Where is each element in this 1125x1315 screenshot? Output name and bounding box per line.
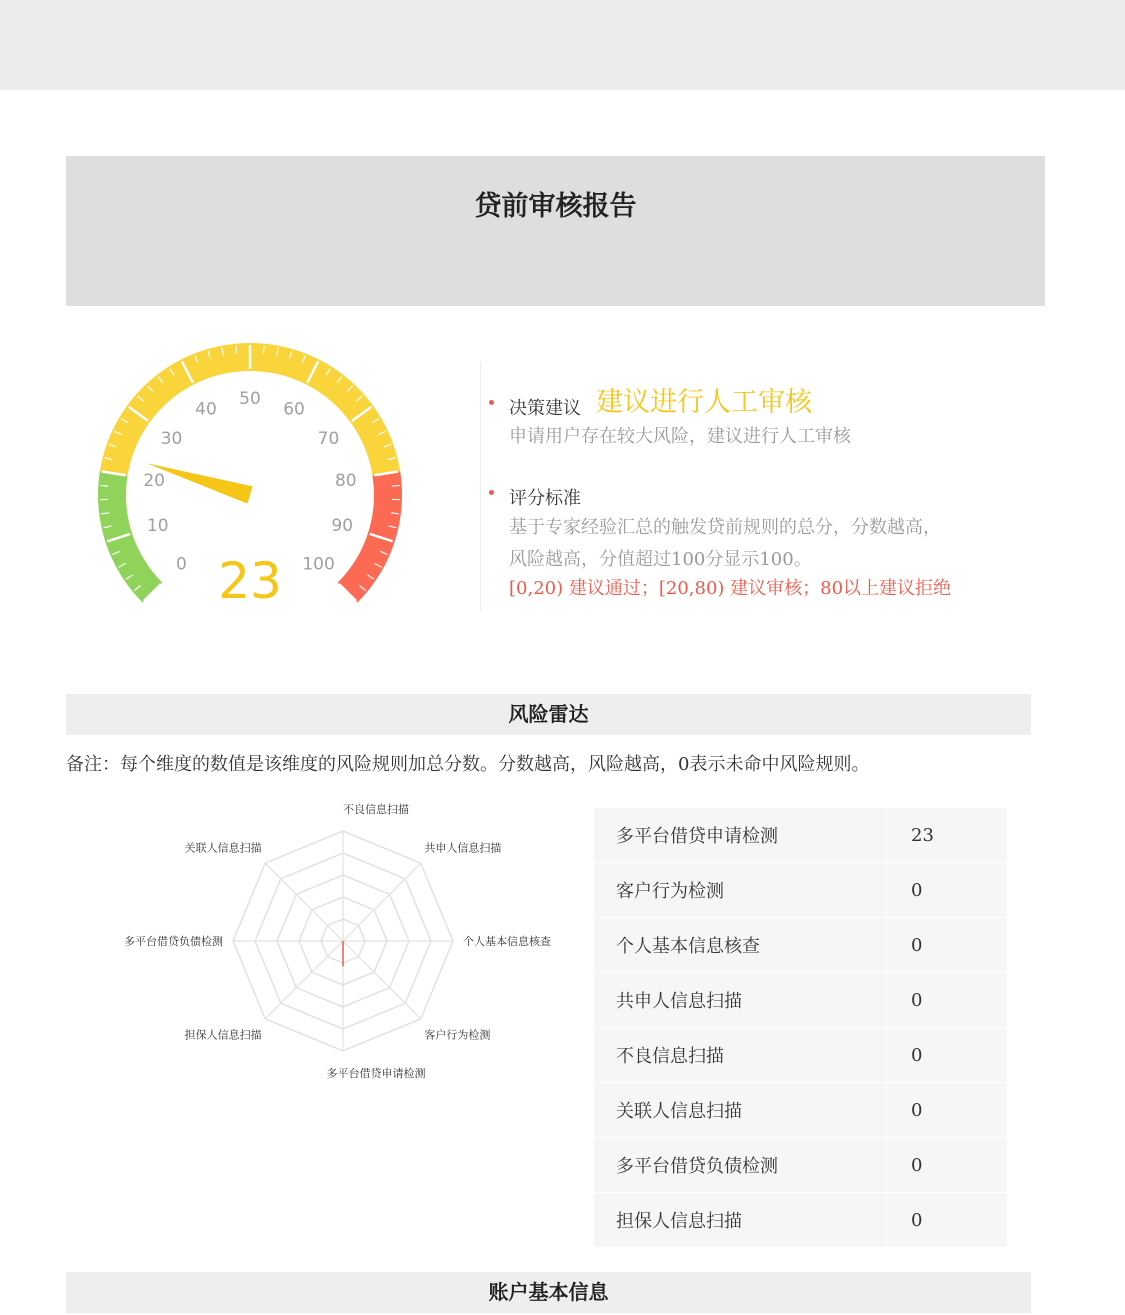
report-header bbox=[66, 156, 1045, 306]
risk-dimension-score: 0 bbox=[887, 973, 1008, 1028]
radar-axis-label: 个人基本信息核查 bbox=[463, 935, 551, 948]
risk-dimension-score: 0 bbox=[887, 1193, 1008, 1248]
risk-radar-chart bbox=[120, 803, 560, 1080]
report-sheet bbox=[0, 90, 1125, 1315]
table-row bbox=[594, 1138, 1008, 1193]
top-bar bbox=[0, 0, 1125, 90]
decision-description: 申请用户存在较大风险，建议进行人工审核 bbox=[509, 426, 851, 447]
table-row bbox=[594, 1193, 1008, 1248]
risk-dimension-score: 0 bbox=[887, 1028, 1008, 1083]
risk-dimension-name: 多平台借贷申请检测 bbox=[594, 808, 887, 863]
radar-note: 备注：每个维度的数值是该维度的风险规则加总分数。分数越高，风险越高，0表示未命中风险规则。 bbox=[66, 754, 870, 775]
gauge-tick-label: 90 bbox=[331, 515, 354, 536]
risk-dimension-score: 0 bbox=[887, 1138, 1008, 1193]
gauge-tick bbox=[236, 346, 237, 354]
scoring-line-1: 基于专家经验汇总的触发贷前规则的总分，分数越高， bbox=[509, 517, 941, 538]
table-row bbox=[594, 973, 1008, 1028]
risk-dimension-score: 0 bbox=[887, 1083, 1008, 1138]
gauge-tick-label: 80 bbox=[334, 470, 357, 491]
scoring-line-2: 风险越高，分值超过100分显示100。 bbox=[509, 549, 812, 570]
gauge-tick-label: 70 bbox=[317, 428, 340, 449]
bullet-dot bbox=[489, 490, 494, 495]
risk-dimension-name: 多平台借贷负债检测 bbox=[594, 1138, 887, 1193]
gauge-tick-label: 10 bbox=[146, 515, 169, 536]
gauge-tick-label: 100 bbox=[302, 554, 335, 575]
risk-dimension-name: 客户行为检测 bbox=[594, 863, 887, 918]
risk-dimension-name: 个人基本信息核查 bbox=[594, 918, 887, 973]
gauge-tick bbox=[100, 486, 108, 487]
radar-axis-label: 多平台借贷申请检测 bbox=[326, 1067, 426, 1080]
risk-score-table bbox=[593, 807, 1008, 1248]
risk-dimension-name: 担保人信息扫描 bbox=[594, 1193, 887, 1248]
radar-axis-label: 不良信息扫描 bbox=[343, 803, 409, 816]
gauge-band-0 bbox=[98, 471, 162, 602]
gauge-tick bbox=[263, 346, 264, 354]
gauge-tick-label: 0 bbox=[175, 554, 187, 575]
gauge-tick-label: 50 bbox=[239, 389, 261, 409]
radar-axis-label: 共申人信息扫描 bbox=[424, 841, 502, 855]
risk-dimension-score: 23 bbox=[887, 808, 1008, 863]
gauge-tick-label: 20 bbox=[143, 470, 166, 491]
decision-panel bbox=[480, 362, 1041, 612]
gauge-band-2 bbox=[338, 471, 402, 602]
report-title: 贷前审核报告 bbox=[474, 191, 637, 222]
gauge-score-value: 23 bbox=[218, 552, 282, 610]
decision-value: 建议进行人工审核 bbox=[596, 387, 812, 418]
table-row bbox=[594, 1083, 1008, 1138]
scoring-rule: [0,20) 建议通过；[20,80) 建议审核；80以上建议拒绝 bbox=[509, 578, 952, 599]
table-row bbox=[594, 808, 1008, 863]
decision-label: 决策建议 bbox=[509, 398, 581, 419]
table-row bbox=[594, 1028, 1008, 1083]
gauge-tick-label: 30 bbox=[160, 428, 183, 449]
gauge-tick-label: 60 bbox=[283, 399, 305, 420]
risk-dimension-score: 0 bbox=[887, 918, 1008, 973]
score-gauge bbox=[88, 330, 418, 630]
gauge-tick-label: 40 bbox=[195, 399, 217, 420]
risk-dimension-score: 0 bbox=[887, 863, 1008, 918]
radar-axis-label: 关联人信息扫描 bbox=[184, 841, 262, 855]
section-title-risk-radar: 风险雷达 bbox=[66, 694, 1031, 735]
bullet-dot bbox=[489, 400, 494, 405]
radar-axis-label: 担保人信息扫描 bbox=[184, 1028, 262, 1042]
scoring-label: 评分标准 bbox=[509, 488, 581, 509]
radar-axis-label: 客户行为检测 bbox=[424, 1028, 491, 1042]
section-title-account-info: 账户基本信息 bbox=[66, 1272, 1031, 1313]
table-row bbox=[594, 863, 1008, 918]
radar-axis-label: 多平台借贷负债检测 bbox=[124, 935, 223, 948]
table-row bbox=[594, 918, 1008, 973]
risk-dimension-name: 共申人信息扫描 bbox=[594, 973, 887, 1028]
risk-dimension-name: 不良信息扫描 bbox=[594, 1028, 887, 1083]
gauge-tick bbox=[392, 486, 400, 487]
risk-dimension-name: 关联人信息扫描 bbox=[594, 1083, 887, 1138]
